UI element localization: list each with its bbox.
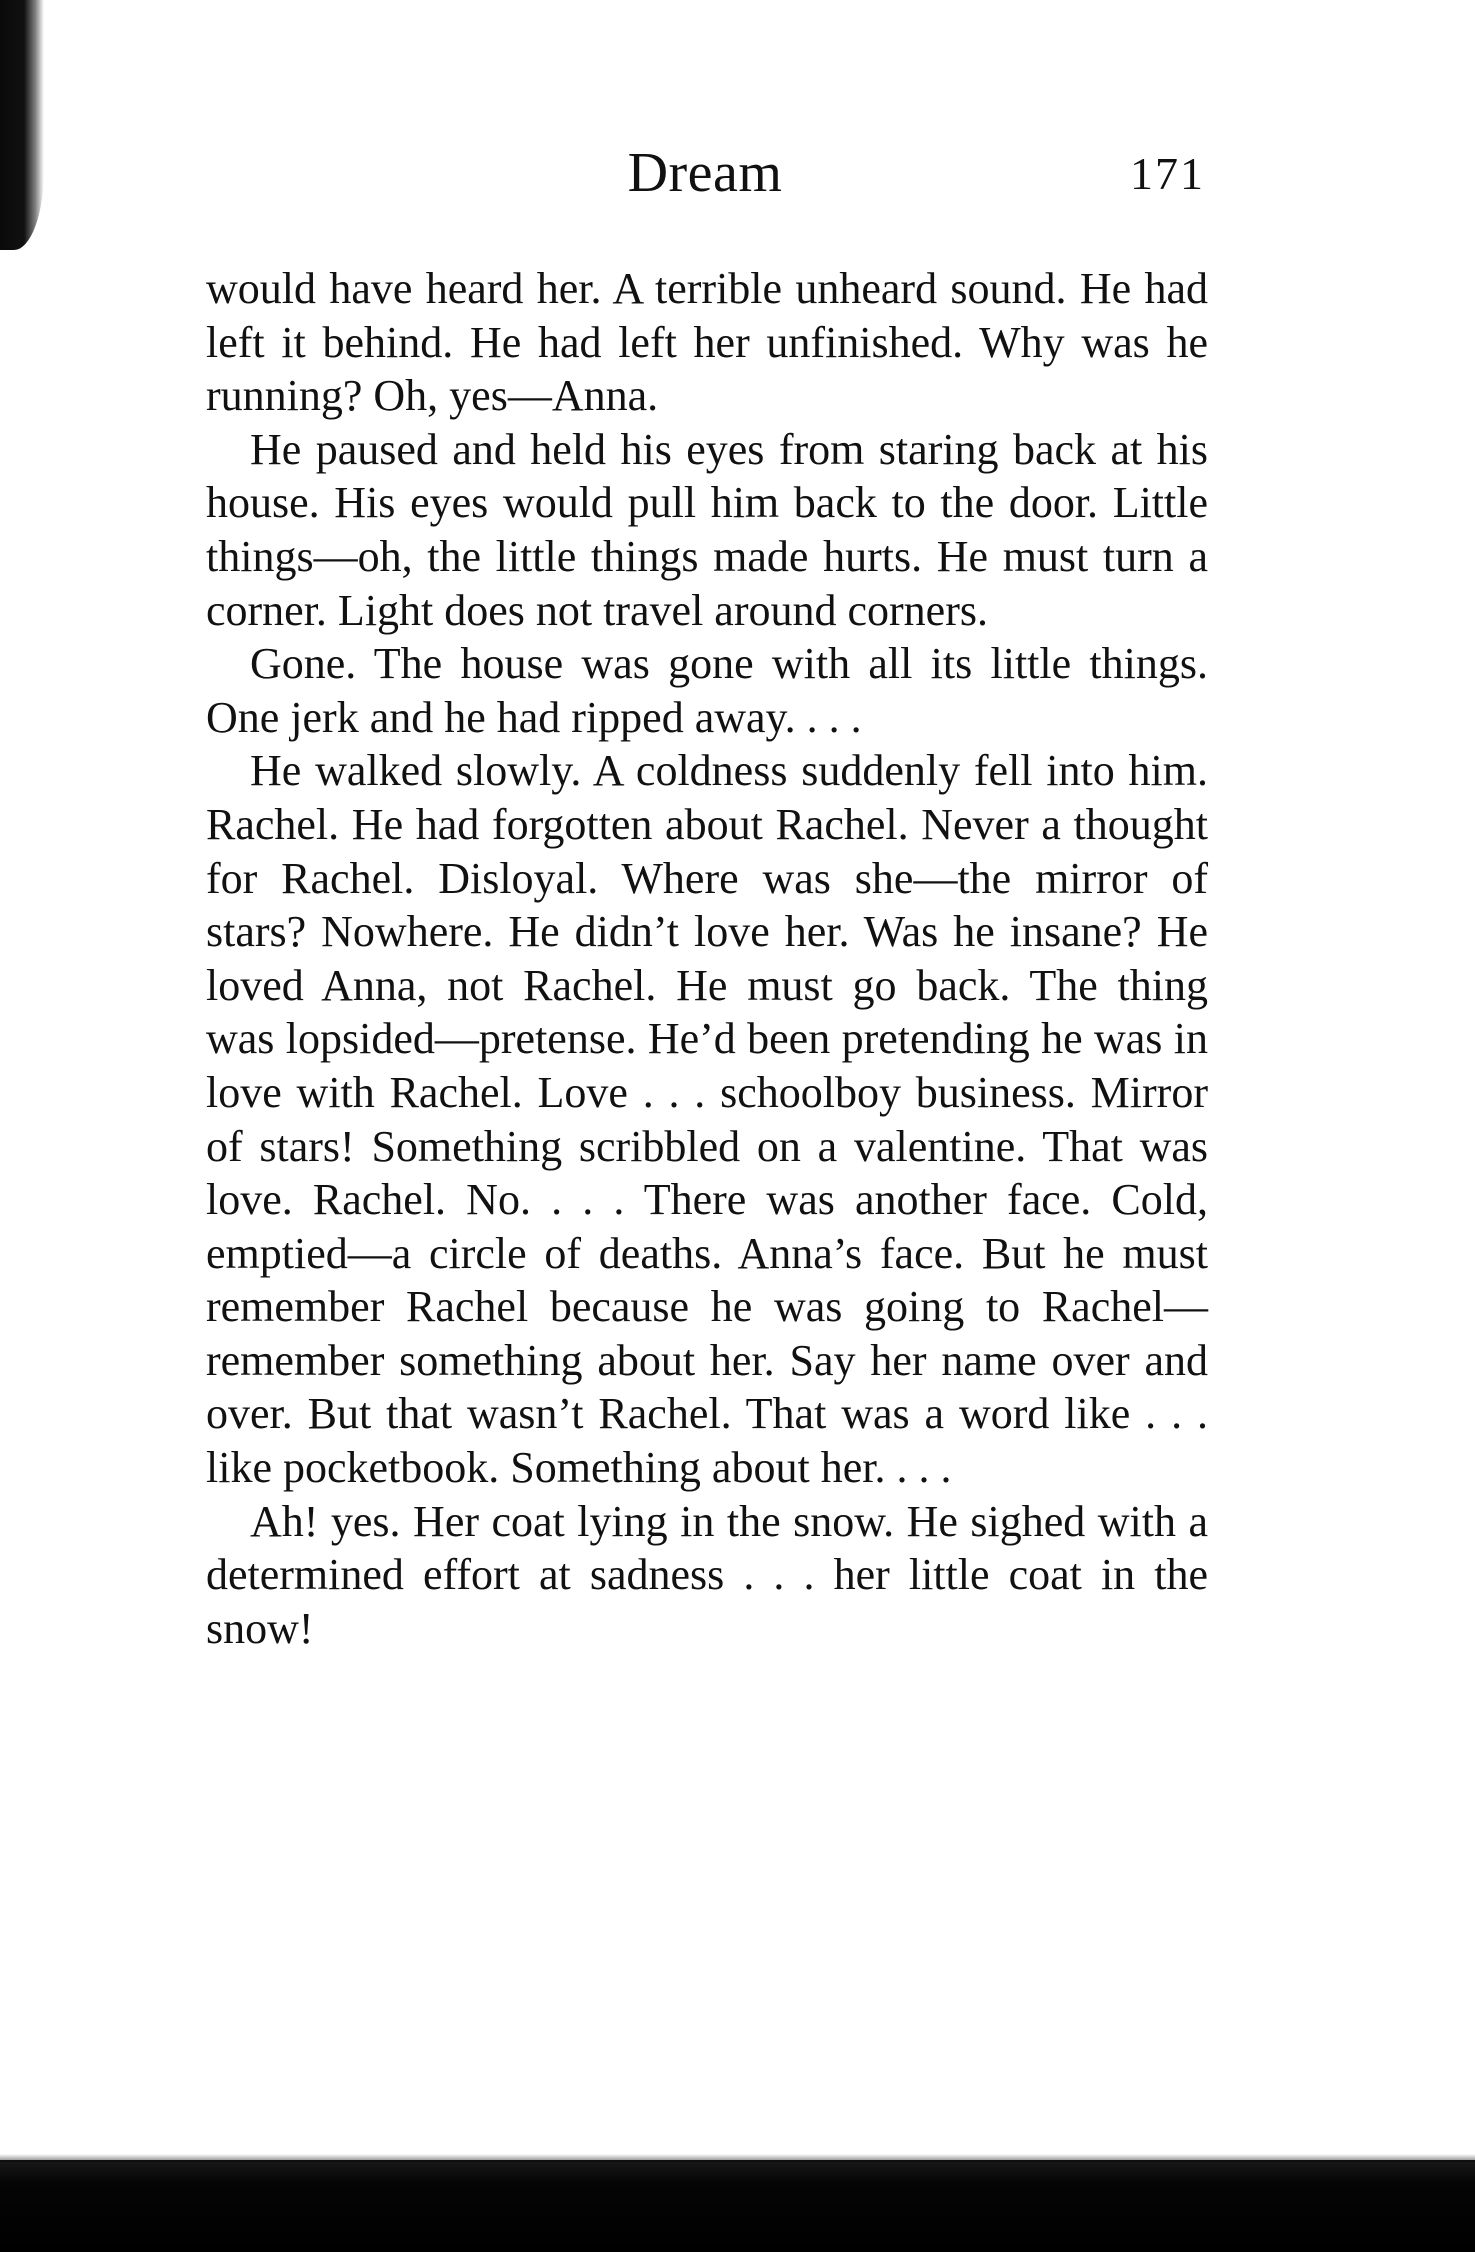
chapter-title: Dream bbox=[627, 142, 783, 204]
binding-shadow bbox=[0, 0, 44, 250]
paragraph: Ah! yes. Her coat lying in the snow. He sighed with a determined effort at sadness . . . her little coat in the snow! bbox=[206, 1496, 1208, 1653]
page-number: 171 bbox=[1130, 148, 1205, 199]
scan-edge-shadow bbox=[0, 2160, 1475, 2252]
paragraph-continued: would have heard her. A terrible unheard sound. He had left it behind. He had left her unfinished. Why was he running? Oh, yes—Anna. bbox=[206, 264, 1208, 421]
body-text bbox=[206, 262, 1208, 1655]
running-head bbox=[0, 138, 1475, 208]
paragraph: He paused and held his eyes from staring back at his house. His eyes would pull him back to the door. Little things—oh, the little things made hurts. He must turn a corner. Light does not travel around corners. bbox=[206, 424, 1208, 635]
paragraph: He walked slowly. A coldness suddenly fell into him. Rachel. He had forgotten about Rachel. Never a thought for Rachel. Disloyal. Where was she—the mirror of stars? Nowhere. He didn’t love her. Was he insane? He loved Anna, not Rachel. He must go back. The thing was lopsided—pretense. He’d been pretending he was in love with Rachel. Love . . . schoolboy business. Mirror of stars! Something scribbled on a valentine. That was love. Rachel. No. . . . There was another face. Cold, emptied—a circle of deaths. Anna’s face. But he must remember Rachel because he was going to Rachel—remember something about her. Say her name over and over. But that wasn’t Rachel. That was a word like . . . like pocketbook. Something about her. . . . bbox=[206, 746, 1208, 1493]
paragraph: Gone. The house was gone with all its little things. One jerk and he had ripped away. . . . bbox=[206, 639, 1208, 742]
